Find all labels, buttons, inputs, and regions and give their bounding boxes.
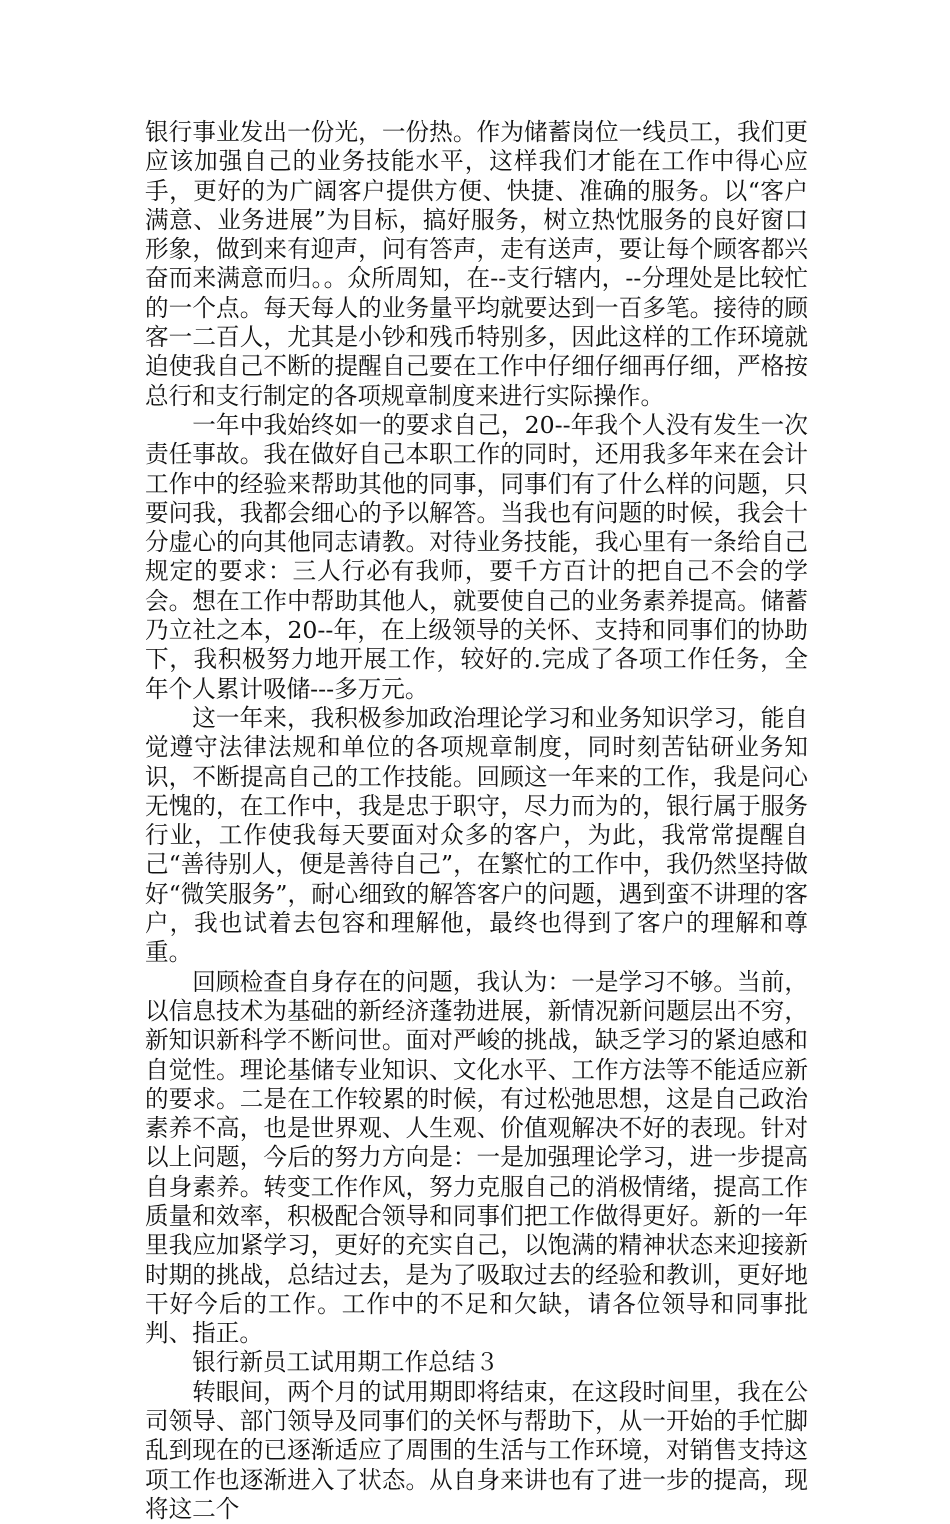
paragraph-probation: 转眼间，两个月的试用期即将结束，在这段时间里，我在公司领导、部门领导及同事们的关怀与帮助下，从一开始的手忙脚乱到现在的已逐渐适应了周围的生活与工作环境，对销售支持这项工作也逐渐进入了状态。从自身来讲也有了进一步的提高，现将这二个 xyxy=(145,1377,808,1523)
paragraph-continuation: 银行事业发出一份光，一份热。作为储蓄岗位一线员工，我们更应该加强自己的业务技能水平，这样我们才能在工作中得心应手，更好的为广阔客户提供方便、快捷、准确的服务。以“客户满意、业务进展”为目标，搞好服务，树立热忱服务的良好窗口形象，做到来有迎声，问有答声，走有送声，要让每个顾客都兴奋而来满意而归。。众所周知，在--支行辖内，--分理处是比较忙的一个点。每天每人的业务量平均就要达到一百多笔。接待的顾客一二百人，尤其是小钞和残币特别多，因此这样的工作环境就迫使我自己不断的提醒自己要在工作中仔细仔细再仔细，严格按总行和支行制定的各项规章制度来进行实际操作。 xyxy=(145,118,808,410)
section-title: 银行新员工试用期工作总结３ xyxy=(192,1348,499,1377)
paragraph-study: 这一年来，我积极参加政治理论学习和业务知识学习，能自觉遵守法律法规和单位的各项规章制度，同时刻苦钻研业务知识，不断提高自己的工作技能。回顾这一年来的工作，我是问心无愧的，在工作中，我是忠于职守，尽力而为的，银行属于服务行业，工作使我每天要面对众多的客户，为此，我常常提醒自己“善待别人，便是善待自己”，在繁忙的工作中，我仍然坚持做好“微笑服务”，耐心细致的解答客户的问题，遇到蛮不讲理的客户，我也试着去包容和理解他，最终也得到了客户的理解和尊重。 xyxy=(145,703,808,967)
paragraph-problems: 回顾检查自身存在的问题，我认为：一是学习不够。当前，以信息技术为基础的新经济蓬勃进展，新情况新问题层出不穷，新知识新科学不断问世。面对严峻的挑战，缺乏学习的紧迫感和自觉性。理论基储专业知识、文化水平、工作方法等不能适应新的要求。二是在工作较累的时候，有过松弛思想，这是自己政治素养不高，也是世界观、人生观、价值观解决不好的表现。针对以上问题，今后的努力方向是：一是加强理论学习，进一步提高自身素养。转变工作作风，努力克服自己的消极情绪，提高工作质量和效率，积极配合领导和同事们把工作做得更好。新的一年里我应加紧学习，更好的充实自己，以饱满的精神状态来迎接新时期的挑战，总结过去，是为了吸取过去的经验和教训，更好地干好今后的工作。工作中的不足和欠缺，请各位领导和同事批判、指正。 xyxy=(145,967,808,1348)
document-page xyxy=(145,118,808,1524)
paragraph-responsibility: 一年中我始终如一的要求自己，20--年我个人没有发生一次责任事故。我在做好自己本职工作的同时，还用我多年来在会计工作中的经验来帮助其他的同事，同事们有了什么样的问题，只要问我，我都会细心的予以解答。当我也有问题的时候，我会十分虚心的向其他同志请教。对待业务技能，我心里有一条给自己规定的要求：三人行必有我师，要千方百计的把自己不会的学会。想在工作中帮助其他人，就要使自己的业务素养提高。储蓄乃立社之本，20--年，在上级领导的关怀、支持和同事们的协助下，我积极努力地开展工作，较好的.完成了各项工作任务，全年个人累计吸储---多万元。 xyxy=(145,410,808,703)
